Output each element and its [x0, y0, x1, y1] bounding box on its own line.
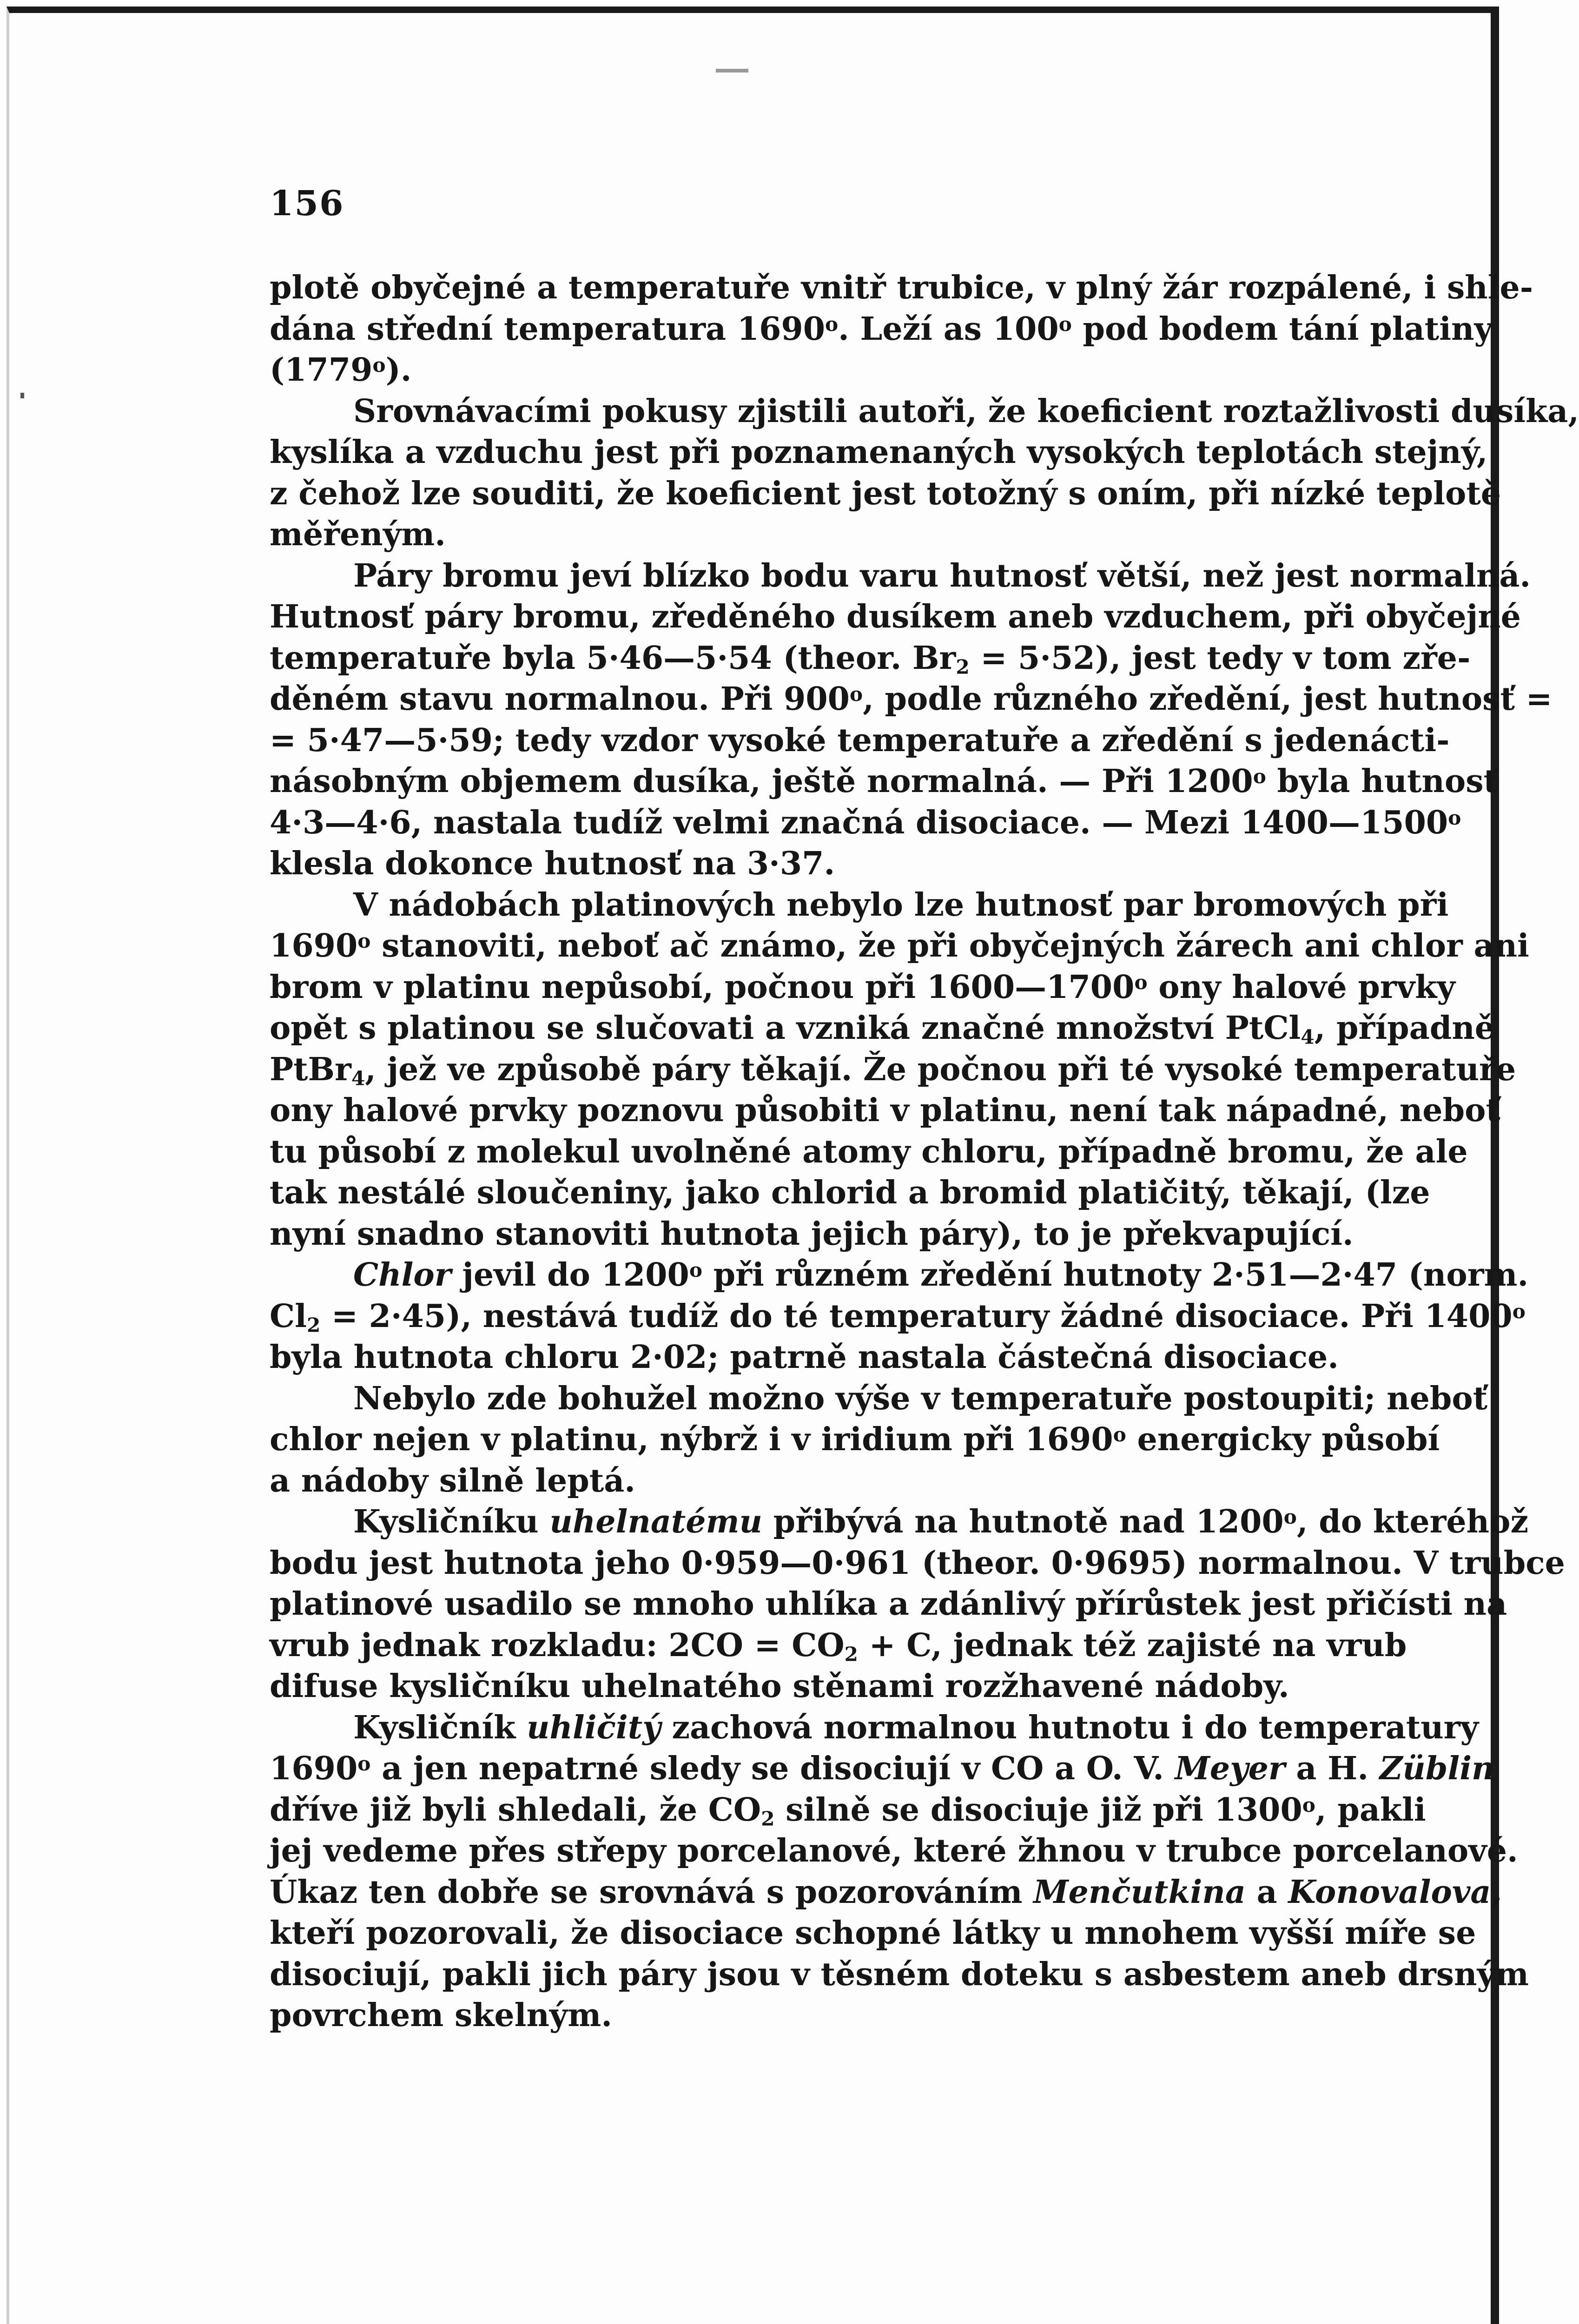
superscript: o	[372, 353, 386, 377]
text-run: zachová normalnou hutnotu i do temperatury	[661, 1709, 1479, 1746]
text-run: Úkaz ten dobře se srovnává s pozorováním	[270, 1873, 1034, 1911]
superscript: o	[1253, 765, 1266, 788]
text-run: + C, jednak též zajisté na vrub	[858, 1626, 1407, 1664]
text-line	[270, 1625, 1407, 1666]
text-run: opět s platinou se slučovati a vzniká značné množství PtCl	[270, 1010, 1301, 1047]
page-number: 156	[270, 184, 344, 224]
text-run: temperatuře byla 5·46—5·54 (theor. Br	[270, 639, 956, 677]
italic-text: Züblin	[1379, 1750, 1495, 1787]
text-run: Nebylo zde bohužel možno výše v temperatuře postoupiti; neboť	[353, 1380, 1488, 1417]
text-run: jevil do 1200	[451, 1256, 689, 1294]
text-line	[270, 1707, 1479, 1749]
text-run: a nádoby silně leptá.	[270, 1462, 635, 1499]
superscript: o	[357, 1752, 371, 1776]
text-run: V nádobách platinových nebylo lze hutnosť par bromových při	[353, 886, 1449, 924]
text-run: , podle různého zředění, jest hutnosť =	[863, 680, 1553, 718]
text-line	[270, 761, 1498, 802]
text-run: (1779	[270, 351, 373, 389]
text-line	[270, 1995, 1362, 2036]
text-line	[270, 1872, 1502, 1913]
subscript: 4	[1301, 1025, 1315, 1049]
text-run: z čehož lze souditi, že koeficient jest totožný s oním, při nízké teplotě	[270, 475, 1501, 512]
text-run: ony halové prvky	[1147, 968, 1455, 1006]
text-run: vrub jednak rozkladu: 2CO = CO	[270, 1626, 845, 1664]
italic-text: Chlor	[353, 1256, 451, 1294]
text-run: a H.	[1285, 1750, 1380, 1787]
text-run: dána střední temperatura 1690	[270, 310, 826, 348]
text-line	[270, 1501, 1529, 1543]
italic-text: uhelnatému	[549, 1503, 762, 1540]
text-run: . Leží as 100	[838, 310, 1059, 348]
text-line	[270, 1008, 1495, 1049]
text-run: povrchem skelným.	[270, 1997, 613, 2034]
text-line	[270, 885, 1449, 926]
text-run: silně se disociuje již při 1300	[774, 1791, 1302, 1829]
italic-text: Meyer	[1175, 1750, 1285, 1787]
superscript: o	[357, 929, 371, 953]
text-line	[270, 1789, 1426, 1831]
text-line	[270, 1254, 1529, 1296]
text-run: , pakli	[1315, 1791, 1426, 1829]
superscript: o	[1512, 1299, 1526, 1323]
text-run: děném stavu normalnou. Při 900	[270, 680, 850, 718]
text-line	[270, 1214, 1362, 1255]
text-line	[270, 267, 1533, 309]
superscript: o	[1448, 805, 1461, 829]
text-run: stanoviti, neboť ač známo, že při obyčejných žárech ani chlor ani	[370, 927, 1529, 964]
text-run: 4·3—4·6, nastala tudíž velmi značná disociace. — Mezi 1400—1500	[270, 804, 1448, 841]
text-run: tu působí z molekul uvolněné atomy chloru, případně bromu, že ale	[270, 1133, 1468, 1170]
text-run: plotě obyčejné a temperatuře vnitř trubice, v plný žár rozpálené, i shle-	[270, 269, 1533, 306]
superscript: o	[849, 682, 863, 706]
text-run: dříve již byli shledali, že CO	[270, 1791, 761, 1829]
text-line	[270, 720, 1450, 761]
text-line	[270, 967, 1455, 1008]
text-run: Kysličníku	[353, 1503, 550, 1540]
text-line	[270, 309, 1493, 350]
text-run: platinové usadilo se mnoho uhlíka a zdánlivý přírůstek jest přičísti na	[270, 1585, 1507, 1623]
text-line	[270, 514, 1362, 555]
subscript: 2	[956, 655, 970, 679]
text-run: a jen nepatrné sledy se disociují v CO a O. V.	[370, 1750, 1175, 1787]
text-run: Srovnávacími pokusy zjistili autoři, že koeficient roztažlivosti dusíka,	[353, 392, 1579, 430]
scan-speck	[20, 393, 24, 398]
text-run: pod bodem tání platiny	[1071, 310, 1493, 348]
subscript: 2	[761, 1807, 775, 1830]
text-run: násobným objemem dusíka, ještě normalná. — Při 1200	[270, 763, 1253, 800]
text-line	[270, 1049, 1516, 1090]
text-run: byla hutnota chloru 2·02; patrně nastala částečná disociace.	[270, 1339, 1339, 1376]
text-run: ).	[385, 351, 412, 389]
superscript: o	[689, 1258, 702, 1282]
text-run: kteří pozorovali, že disociace schopné látky u mnohem vyšší míře se	[270, 1915, 1476, 1952]
text-run: tak nestálé sloučeniny, jako chlorid a bromid platičitý, těkají, (lze	[270, 1174, 1430, 1211]
text-run: ony halové prvky poznovu působiti v platinu, není tak nápadné, neboť	[270, 1092, 1500, 1129]
text-run: Kysličník	[353, 1709, 527, 1746]
text-run: kyslíka a vzduchu jest při poznamenaných vysokých teplotách stejný,	[270, 434, 1488, 471]
subscript: 2	[844, 1642, 858, 1666]
text-line	[270, 925, 1529, 967]
text-run: byla hutnosť	[1266, 763, 1498, 800]
text-run: jej vedeme přes střepy porcelanové, které žhnou v trubce porcelanové.	[270, 1832, 1518, 1869]
text-run: Páry bromu jeví blízko bodu varu hutnosť větší, než jest normalná.	[353, 557, 1531, 594]
text-line	[270, 638, 1471, 679]
text-line	[270, 1666, 1362, 1707]
text-run: difuse kysličníku uhelnatého stěnami rozžhavené nádoby.	[270, 1668, 1289, 1705]
text-run: , do kteréhož	[1296, 1503, 1529, 1540]
superscript: o	[1134, 970, 1148, 994]
text-line	[270, 1954, 1529, 1995]
text-run: = 5·52), jest tedy v tom zře-	[969, 639, 1471, 677]
text-run: = 5·47—5·59; tedy vzdor vysoké temperatuře a zředění s jedenácti-	[270, 721, 1450, 759]
subscript: 4	[351, 1066, 365, 1090]
text-line	[270, 843, 1362, 885]
text-line	[270, 1172, 1430, 1214]
superscript: o	[1058, 312, 1072, 336]
text-line	[270, 802, 1461, 844]
text-line	[270, 1748, 1495, 1789]
superscript: o	[1283, 1505, 1297, 1529]
text-run: při různém zředění hutnoty 2·51—2·47 (norm.	[702, 1256, 1529, 1294]
text-line	[270, 1543, 1565, 1584]
text-line	[270, 555, 1531, 597]
text-line	[270, 1419, 1440, 1460]
text-run: 1690	[270, 927, 358, 964]
text-line	[270, 432, 1488, 473]
text-run: a	[1245, 1873, 1288, 1911]
text-run: měřeným.	[270, 516, 446, 553]
superscript: o	[1113, 1423, 1126, 1446]
text-line	[270, 1460, 1362, 1502]
text-line	[270, 1131, 1468, 1173]
italic-text: Menčutkina	[1033, 1873, 1246, 1911]
scan-mark	[716, 69, 748, 73]
subscript: 2	[306, 1313, 321, 1337]
text-run: energicky působí	[1126, 1421, 1440, 1458]
body-text	[270, 267, 1579, 2036]
text-run: Hutnosť páry bromu, zředěného dusíkem aneb vzduchem, při obyčejné	[270, 598, 1521, 635]
text-line	[270, 596, 1521, 638]
text-line	[270, 391, 1579, 432]
text-run: bodu jest hutnota jeho 0·959—0·961 (theor. 0·9695) normalnou. V trubce	[270, 1544, 1565, 1582]
text-line	[270, 1830, 1518, 1872]
text-run: brom v platinu nepůsobí, počnou při 1600—1700	[270, 968, 1135, 1006]
text-line	[270, 1378, 1488, 1419]
text-line	[270, 1296, 1526, 1337]
text-line	[270, 1337, 1362, 1378]
superscript: o	[825, 312, 839, 336]
text-run: PtBr	[270, 1050, 351, 1088]
text-run: Cl	[270, 1297, 307, 1335]
text-run: , jež ve způsobě páry těkají. Že počnou při té vysoké temperatuře	[365, 1050, 1516, 1088]
text-line	[270, 679, 1553, 720]
text-line	[270, 1584, 1507, 1625]
text-run: disociují, pakli jich páry jsou v těsném doteku s asbestem aneb drsným	[270, 1955, 1529, 1993]
superscript: o	[1302, 1793, 1315, 1816]
text-line	[270, 1913, 1476, 1954]
text-line	[270, 350, 1362, 391]
text-run: chlor nejen v platinu, nýbrž i v iridium při 1690	[270, 1421, 1113, 1458]
text-line	[270, 473, 1501, 515]
text-run: klesla dokonce hutnosť na 3·37.	[270, 845, 835, 882]
text-run: přibývá na hutnotě nad 1200	[762, 1503, 1284, 1540]
text-run: = 2·45), nestává tudíž do té temperatury žádné disociace. Při 1400	[320, 1297, 1513, 1335]
text-run: 1690	[270, 1750, 358, 1787]
text-line	[270, 1090, 1500, 1131]
italic-text: uhličitý	[526, 1709, 661, 1746]
text-run: nyní snadno stanoviti hutnota jejich páry), to je překvapující.	[270, 1215, 1354, 1253]
italic-text: Konovalova,	[1288, 1873, 1502, 1911]
text-run: , případně	[1314, 1010, 1495, 1047]
